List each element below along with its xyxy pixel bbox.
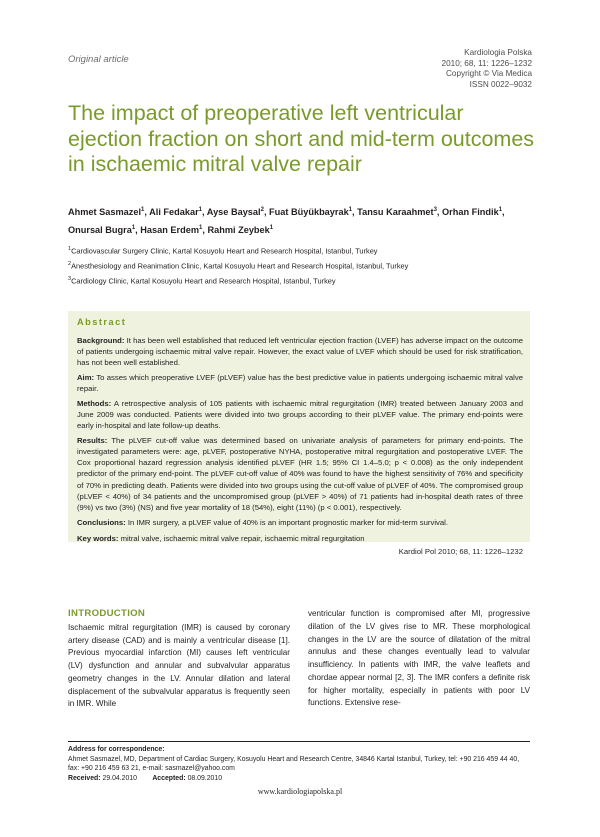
intro-left-column: [68, 608, 290, 711]
journal-issn: ISSN 0022–9032: [469, 79, 532, 89]
keywords: Key words: mitral valve, ischaemic mitral valve repair, ischaemic mitral regurgitation Kardiol Pol 2010; 68, 11: 1226–1232: [77, 533, 523, 557]
author: Onursal Bugra$^1$,: [68, 225, 141, 236]
affiliation: $^3$Cardiology Clinic, Kartal Kosuyolu Heart and Research Hospital, Istanbul, Turkey: [68, 275, 336, 286]
correspondence-contact: fax: +90 216 459 63 21, e-mail: sasmazel@yahoo.com: [68, 765, 235, 773]
journal-website-link[interactable]: www.kardiologiapolska.pl: [257, 787, 343, 796]
affiliation-list: [68, 243, 538, 288]
correspondence-label: Address for correspondence:: [68, 746, 165, 753]
abstract-results: Results: The pLVEF cut-off value was determined based on univariate analysis of parameters for primary end-points. The investigated parameters were: age, pLVEF, postoperative NYHA, postoperative mitral regurgitation and postoperative LVEF. The Cox proportional hazard regression analysis identified pLVEF (HR 1.5; 95% CI 1.4–5.0; p < 0.008) as the only independent predictor of the primary end-point. The pLVEF cut-off value of 40% was found to have the highest sensitivity of 76% and specificity of 70% in predicting death. Patients were divided into two groups using the cut-off value of pLVEF of 40%. The compromised group (pLVEF < 40%) of 34 patients and the uncompromised group (pLVEF > 40%) of 71 patients had in-hospital death rates of three (9%) vs two (3%) (NS) and five year mortality of 18 (54%), eight (11%) (p < 0.001), respectively.: [77, 435, 523, 513]
intro-text-left: Ischaemic mitral regurgitation (IMR) is caused by coronary artery disease (CAD) and is mainly a ventricular disease [1]. Previous myocardial infarction (MI) causes left ventricular (LV) dysfunction and annular and subvalvular apparatus geometry changes in the LV. Annular dilation and lateral displacement of the subvalvular apparatus is frequently seen in IMR. While: [68, 622, 290, 709]
abstract-background: Background: It has been well established that reduced left ventricular ejection fraction (LVEF) has adverse impact on the outcome of patients undergoing ischaemic mitral valve repair. However, the exact value of LVEF which should be used for risk stratification, has not been well established.: [77, 336, 524, 368]
author: Ahmet Sasmazel$^1$,: [68, 207, 150, 218]
abstract-aim: Aim: To asses which preoperative LVEF (pLVEF) value has the best predictive value in patients undergoing ischaemic mitral valve repair.: [77, 373, 524, 394]
article-type-label: Original article: [68, 54, 129, 65]
author: Hasan Erdem$^1$,: [140, 225, 208, 236]
abstract-heading: Abstract: [77, 317, 127, 327]
journal-volume: 2010; 68, 11: 1226–1232: [441, 58, 532, 68]
author: Ali Fedakar$^1$,: [149, 207, 207, 218]
intro-text-right: ventricular function is compromised after MI, progressive dilation of the LV gives rise to MR. These morphological changes in the LV are the source of dilatation of the mitral annulus and these changes eventually lead to valvular insufficiency. In patients with IMR, the valve leaflets and chordae appear normal [2, 3]. The IMR confers a definite risk for higher mortality, especially in patients with poor LV functions. Extensive rese-: [308, 609, 530, 708]
journal-info: [442, 48, 532, 90]
affiliation: $^2$Anesthesiology and Reanimation Clinic, Kartal Kosuyolu Heart and Research Hospital, Istanbul, Turkey: [68, 260, 409, 271]
abstract-methods: Methods: A retrospective analysis of 105 patients with ischaemic mitral regurgitation (IMR) treated between January 2003 and June 2009 was conducted. Patients were divided into two groups according to their pLVEF value. The primary end-points were early in-hospital and late follow-up deaths.: [77, 398, 523, 431]
abstract-box: [68, 311, 530, 557]
correspondence-block: [68, 745, 538, 784]
author: Fuat Büyükbayrak$^1$,: [269, 207, 358, 218]
intro-right-column: [308, 608, 530, 710]
author: Orhan Findik$^1$,: [442, 207, 505, 218]
affiliation: $^1$Cardiovascular Surgery Clinic, Kartal Kosuyolu Heart and Research Hospital, Istanbul, Turkey: [68, 246, 378, 256]
footnote-divider: [68, 741, 530, 742]
author-list: [68, 202, 538, 238]
received-accepted: Received: 29.04.2010 Accepted: 08.09.2010: [68, 775, 223, 783]
author: Tansu Karaahmet$^3$,: [357, 207, 443, 218]
section-heading-introduction: INTRODUCTION: [68, 608, 146, 619]
abstract-body: [77, 335, 523, 561]
author: Ayse Baysal$^2$,: [206, 207, 270, 218]
citation: Kardiol Pol 2010; 68, 11: 1226–1232: [398, 547, 523, 557]
article-title: The impact of preoperative left ventricular ejection fraction on short and mid-term outcomes in ischaemic mitral valve repair: [68, 101, 535, 176]
author: Rahmi Zeybek$^1$: [207, 225, 274, 236]
abstract-conclusions: Conclusions: In IMR surgery, a pLVEF value of 40% is an important prognostic marker for mid-term survival.: [77, 517, 448, 527]
journal-name: Kardiologia Polska: [464, 48, 532, 57]
journal-copyright: Copyright © Via Medica: [446, 69, 532, 79]
correspondence-address: Ahmet Sasmazel, MD, Department of Cardiac Surgery, Kosuyolu Heart and Research Centre, 34846 Kartal Istanbul, Turkey, tel: +90 216 459 44 40,: [68, 755, 520, 763]
